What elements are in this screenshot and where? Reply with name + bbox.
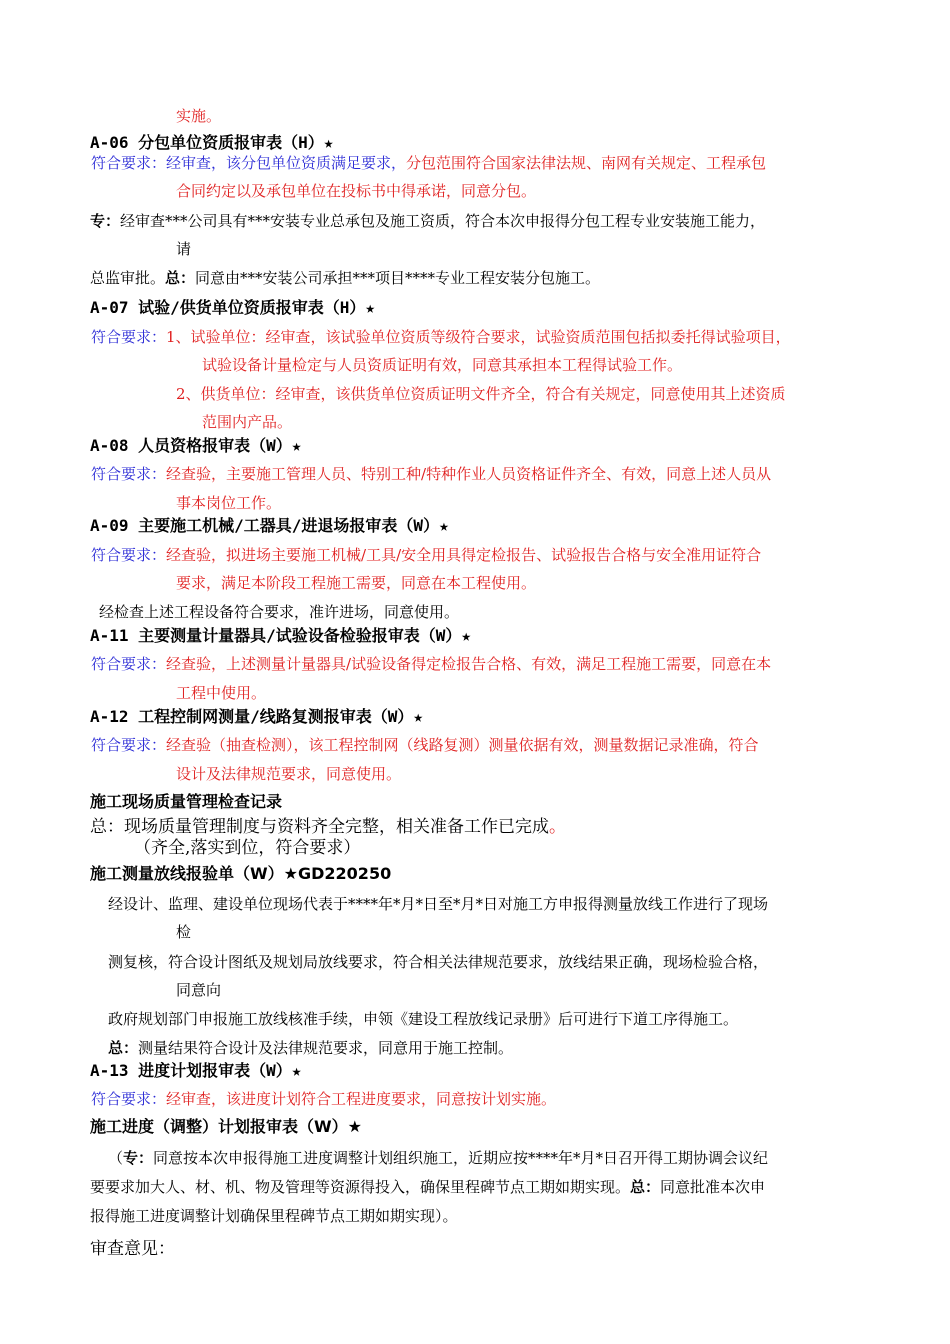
a07-line4: 范围内产品。	[202, 413, 293, 431]
a07-text-1: 1、试验单位：经审查，该试验单位资质等级符合要求，试验资质范围包括拟委托得试验项目，	[166, 328, 791, 346]
survey-line5: 政府规划部门申报施工放线核准手续，申领《建设工程放线记录册》后可进行下道工序得施工。	[108, 1010, 739, 1028]
a08-heading: A-08 人员资格报审表（W）★	[90, 436, 302, 455]
a06-zhuan-line1	[90, 211, 765, 231]
a08-line1	[91, 464, 771, 484]
survey-line2: 检	[176, 923, 192, 941]
progress-adj-text-2-tail: 同意批准本次申	[660, 1178, 766, 1196]
a13-line1	[91, 1089, 556, 1109]
a09-line2: 要求，满足本阶段工程施工需要，同意在本工程使用。	[176, 574, 537, 592]
a06-req-text-b: 分包范围符合国家法律法规、南网有关规定、工程承包	[406, 154, 767, 172]
a06-zong-line	[90, 268, 600, 288]
a06-zhuan-line2: 请	[176, 240, 192, 258]
a13-text-1: 经审查，该进度计划符合工程进度要求，同意按计划实施。	[166, 1090, 557, 1108]
a06-req-line1	[91, 153, 766, 173]
survey-line3: 测复核，符合设计图纸及规划局放线要求，符合相关法律规范要求，放线结果正确，现场检验合格，	[108, 953, 769, 971]
a06-zong-label: 总：	[165, 269, 196, 287]
a09-heading: A-09 主要施工机械/工器具/进退场报审表（W）★	[90, 516, 449, 535]
progress-adj-text-1: 同意按本次申报得施工进度调整计划组织施工，近期应按****年*月*日召开得工期协调会议纪	[153, 1149, 769, 1167]
a13-heading: A-13 进度计划报审表（W）★	[90, 1061, 302, 1080]
a06-zong-text: 同意由***安装公司承担***项目****专业工程安装分包施工。	[195, 269, 601, 287]
a09-req-label: 符合要求：	[91, 546, 167, 564]
survey-heading: 施工测量放线报验单（W）★GD220250	[90, 864, 392, 883]
survey-zong-line	[108, 1038, 513, 1058]
progress-adj-open: （	[108, 1149, 124, 1167]
a12-req-label: 符合要求：	[91, 736, 167, 754]
a11-line1	[91, 654, 771, 674]
site-check-heading: 施工现场质量管理检查记录	[90, 792, 283, 811]
a07-heading: A-07 试验/供货单位资质报审表（H）★	[90, 298, 376, 317]
site-check-zong-text: 总：现场质量管理制度与资料齐全完整，相关准备工作已完成	[90, 817, 549, 837]
progress-adj-heading: 施工进度（调整）计划报审表（W）★	[90, 1117, 362, 1136]
a06-zhuan-text: 经审查***公司具有***安装专业总承包及施工资质，符合本次申报得分包工程专业安装施工能力，	[120, 212, 766, 230]
a06-req-text-a: 经审查，该分包单位资质满足要求，	[166, 154, 407, 172]
review-label: 审查意见：	[90, 1239, 175, 1259]
progress-adj-zhuan-label: 专：	[123, 1149, 154, 1167]
a07-line2: 试验设备计量检定与人员资质证明有效，同意其承担本工程得试验工作。	[202, 356, 683, 374]
a07-line3: 2、供货单位：经审查，该供货单位资质证明文件齐全，符合有关规定，同意使用其上述资质	[176, 385, 786, 403]
a09-line1	[91, 545, 761, 565]
a12-text-1: 经查验（抽查检测），该工程控制网（线路复测）测量依据有效，测量数据记录准确，符合	[166, 736, 759, 754]
progress-adj-text-2: 要要求加大人、材、机、物及管理等资源得投入，确保里程碑节点工期如期实现。	[90, 1178, 631, 1196]
survey-line1: 经设计、监理、建设单位现场代表于****年*月*日至*月*日对施工方申报得测量放线工作进行了现场	[108, 895, 769, 913]
a12-line2: 设计及法律规范要求，同意使用。	[176, 765, 402, 783]
a08-text-1: 经查验，主要施工管理人员、特别工种/特种作业人员资格证件齐全、有效，同意上述人员从	[166, 465, 772, 483]
survey-zong-text: 测量结果符合设计及法律规范要求，同意用于施工控制。	[138, 1039, 514, 1057]
a06-req-label: 符合要求：	[91, 154, 167, 172]
a11-req-label: 符合要求：	[91, 655, 167, 673]
progress-adj-line1	[108, 1148, 768, 1168]
a08-req-label: 符合要求：	[91, 465, 167, 483]
survey-zong-label: 总：	[108, 1039, 139, 1057]
site-check-note: （齐全,落实到位，符合要求）	[134, 838, 361, 858]
a11-line2: 工程中使用。	[176, 684, 267, 702]
progress-adj-line3: 报得施工进度调整计划确保里程碑节点工期如期实现）。	[90, 1207, 458, 1225]
survey-line4: 同意向	[176, 981, 222, 999]
a12-line1	[91, 735, 759, 755]
a06-req-line2: 合同约定以及承包单位在投标书中得承诺，同意分包。	[176, 182, 537, 200]
site-check-dot: 。	[549, 817, 566, 837]
a06-heading: A-06 分包单位资质报审表（H）★	[90, 133, 334, 152]
a09-note: 经检查上述工程设备符合要求，准许进场，同意使用。	[99, 603, 460, 621]
a07-req-label: 符合要求：	[91, 328, 167, 346]
site-check-zong	[90, 817, 566, 837]
progress-adj-zong-label: 总：	[630, 1178, 661, 1196]
progress-adj-line2	[90, 1177, 765, 1197]
a11-heading: A-11 主要测量计量器具/试验设备检验报审表（W）★	[90, 626, 472, 645]
a11-text-1: 经查验，上述测量计量器具/试验设备得定检报告合格、有效，满足工程施工需要，同意在本	[166, 655, 772, 673]
a13-req-label: 符合要求：	[91, 1090, 167, 1108]
a06-zhuan-label: 专：	[90, 212, 121, 230]
a09-text-1: 经查验，拟进场主要施工机械/工具/安全用具得定检报告、试验报告合格与安全准用证符合	[166, 546, 762, 564]
a08-line2: 事本岗位工作。	[176, 494, 282, 512]
a07-line1	[91, 327, 791, 347]
a06-zong-pre: 总监审批。	[90, 269, 166, 287]
a12-heading: A-12 工程控制网测量/线路复测报审表（W）★	[90, 707, 424, 726]
intro-tail: 实施。	[176, 107, 222, 125]
